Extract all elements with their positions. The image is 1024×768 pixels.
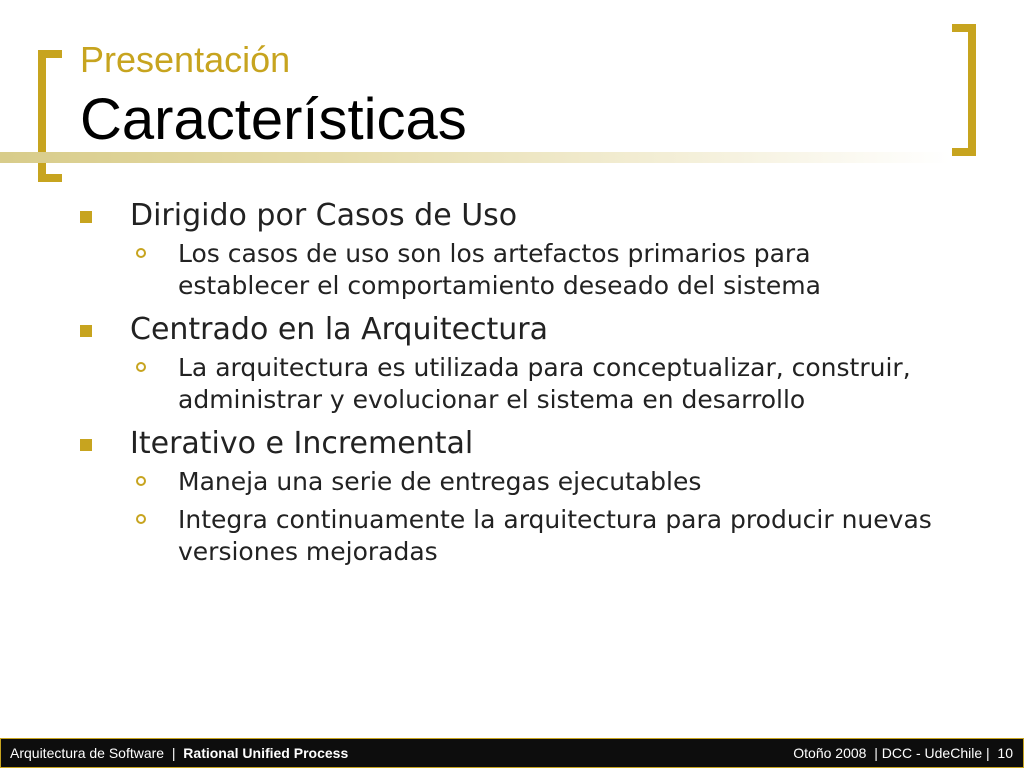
slide-footer: [0, 738, 1024, 768]
sub-bullet-text: Los casos de uso son los artefactos primarios para establecer el comportamiento deseado del sistema: [178, 239, 821, 300]
sub-bullet-list: [130, 466, 1024, 568]
bullet-item: [0, 424, 1024, 568]
circle-bullet-icon: [136, 476, 146, 486]
sub-bullet-item: [130, 466, 948, 498]
footer-topic: Rational Unified Process: [183, 745, 349, 761]
sub-bullet-text: La arquitectura es utilizada para conceptualizar, construir, administrar y evolucionar el sistema en desarrollo: [178, 353, 911, 414]
footer-separator: |: [986, 745, 990, 761]
circle-bullet-icon: [136, 514, 146, 524]
bullet-item: [0, 310, 1024, 416]
bullet-item: [0, 196, 1024, 302]
sub-bullet-list: [130, 238, 1024, 302]
footer-left-group: [10, 739, 348, 767]
bullet-text: Dirigido por Casos de Uso: [130, 198, 518, 233]
sub-bullet-item: [130, 238, 948, 302]
square-bullet-icon: [80, 211, 92, 223]
right-bracket-decoration: [952, 24, 976, 156]
sub-bullet-text: Integra continuamente la arquitectura para producir nuevas versiones mejoradas: [178, 505, 932, 566]
bullet-text: Iterativo e Incremental: [130, 426, 474, 461]
circle-bullet-icon: [136, 362, 146, 372]
slide-title: Características: [80, 87, 467, 152]
footer-right-group: [793, 739, 1013, 767]
square-bullet-icon: [80, 325, 92, 337]
footer-course: Arquitectura de Software: [10, 745, 165, 761]
square-bullet-icon: [80, 439, 92, 451]
bullet-list: [0, 196, 1024, 576]
circle-bullet-icon: [136, 248, 146, 258]
footer-separator: |: [171, 745, 176, 761]
bullet-text: Centrado en la Arquitectura: [130, 312, 549, 347]
sub-bullet-item: [130, 352, 948, 416]
slide-subtitle: Presentación: [80, 39, 291, 80]
footer-term: Otoño 2008: [793, 745, 867, 761]
sub-bullet-text: Maneja una serie de entregas ejecutables: [178, 467, 702, 496]
sub-bullet-item: [130, 504, 948, 568]
footer-dept: DCC - UdeChile: [881, 745, 983, 761]
footer-page-number: 10: [997, 745, 1013, 761]
footer-separator: |: [874, 745, 878, 761]
sub-bullet-list: [130, 352, 1024, 416]
